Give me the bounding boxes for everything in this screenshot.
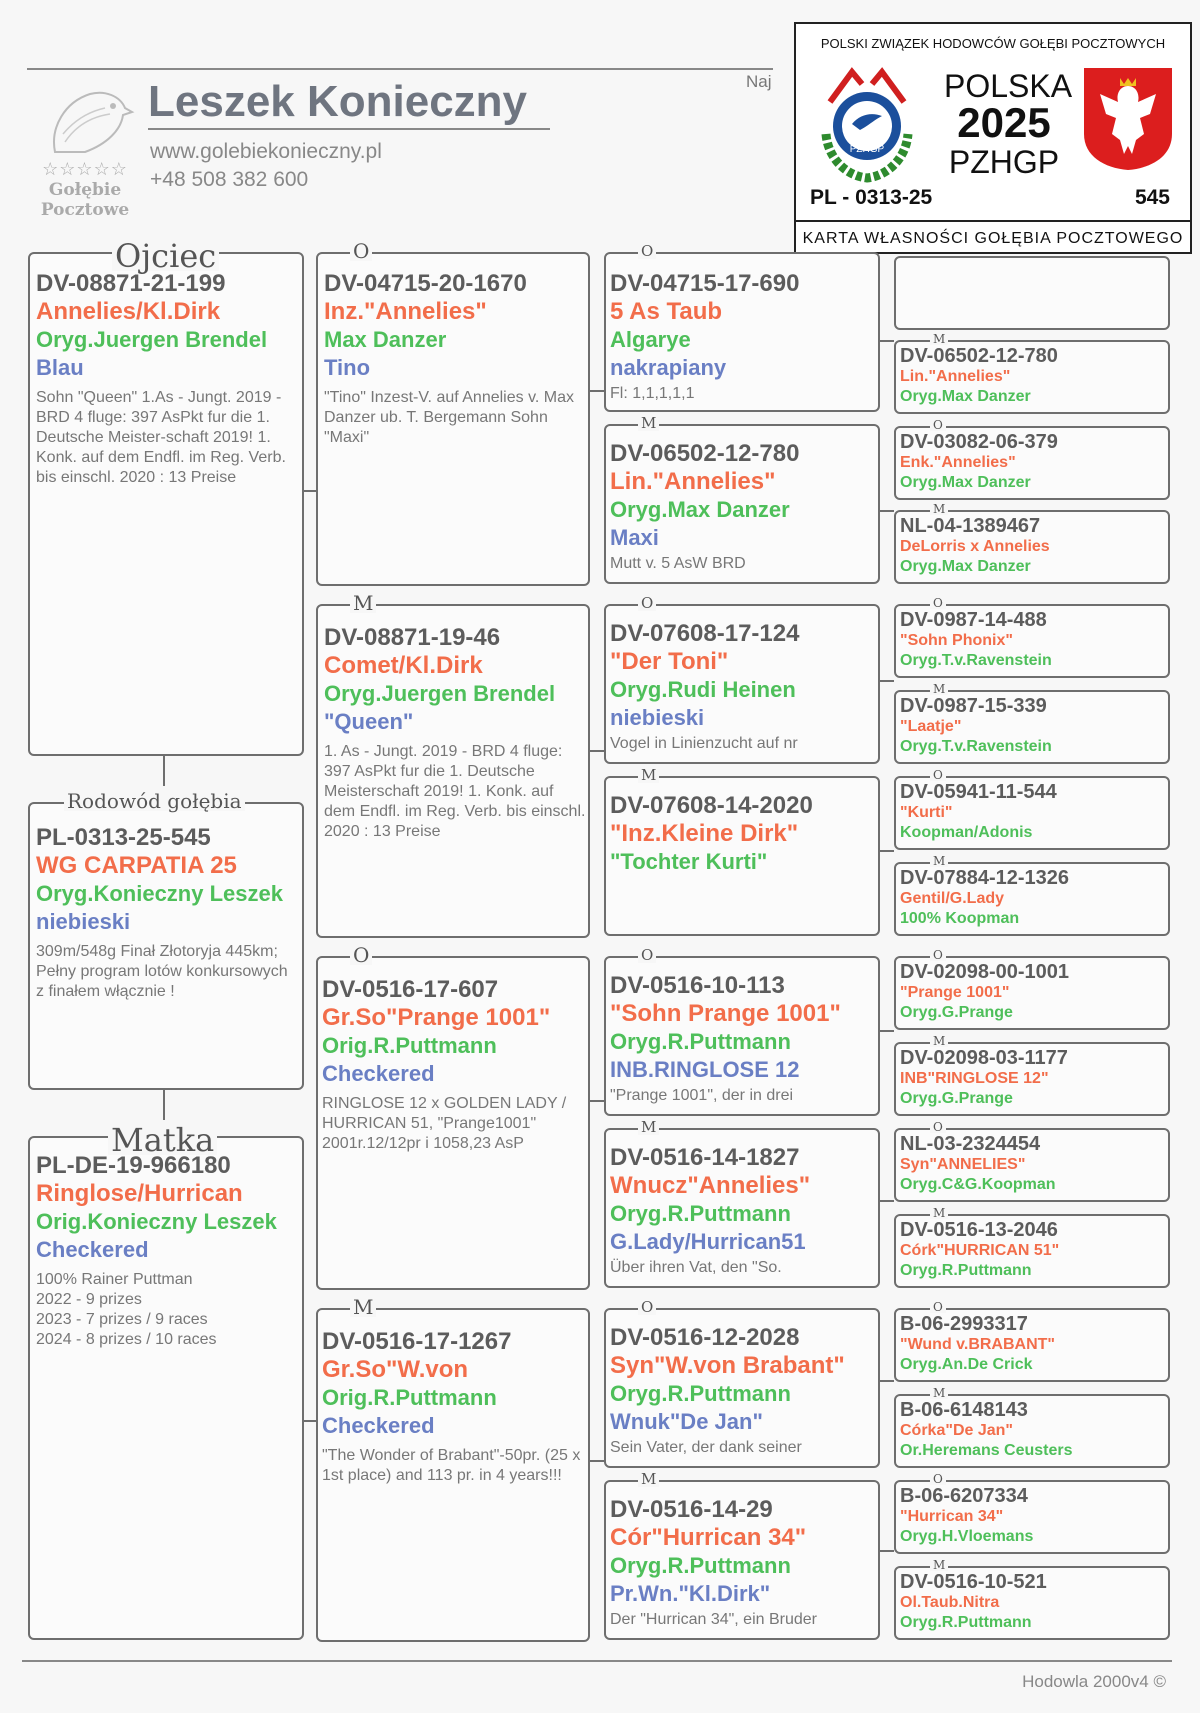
logo-text: Gołębie Pocztowe bbox=[40, 180, 130, 220]
pigeon-ring: DV-08871-19-46 bbox=[324, 624, 501, 651]
card-country: POLSKA bbox=[944, 68, 1073, 104]
pigeon-name: Syn"ANNELIES" bbox=[900, 1156, 1026, 1173]
pigeon-breeder: 100% Koopman bbox=[900, 910, 1020, 927]
dam-label: M bbox=[638, 1472, 659, 1487]
mother-label: Matka bbox=[108, 1125, 217, 1155]
pigeon-description: 309m/548g Finał Złotoryja 445km; Pełny program lotów konkursowych z finałem włącznie ! bbox=[36, 943, 288, 1000]
pigeon-name: Wnucz"Annelies" bbox=[610, 1172, 811, 1199]
header-rule bbox=[27, 68, 773, 70]
dam-label: M bbox=[638, 768, 659, 783]
mmm-card[interactable] bbox=[610, 1496, 876, 1630]
pigeon-description: "The Wonder of Brabant"-50pr. (25 x 1st place) and 113 pr. in 4 years!!! bbox=[322, 1447, 581, 1484]
pigeon-name: DeLorris x Annelies bbox=[900, 538, 1050, 555]
dam-label: M bbox=[350, 593, 376, 613]
pigeon-color: Tino bbox=[324, 355, 371, 380]
pigeon-ring: DV-04715-17-690 bbox=[610, 270, 800, 297]
pigeon-description: Fl: 1,1,1,1,1 bbox=[610, 385, 695, 402]
pigeon-description: Sein Vater, der dank seiner bbox=[610, 1439, 802, 1456]
g9-card[interactable] bbox=[900, 962, 1166, 1023]
pigeon-name: "Hurrican 34" bbox=[900, 1508, 1004, 1525]
g16-card[interactable] bbox=[900, 1572, 1166, 1633]
pigeon-description: RINGLOSE 12 x GOLDEN LADY / HURRICAN 51, "Prange1001" 2001r.12/12pr i 1058,23 AsP bbox=[322, 1095, 567, 1152]
software-credit: Hodowla 2000v4 © bbox=[1022, 1672, 1166, 1691]
pigeon-name: Inz."Annelies" bbox=[324, 298, 487, 325]
fm-card[interactable] bbox=[324, 624, 586, 842]
g10-card[interactable] bbox=[900, 1048, 1166, 1109]
tree-connector bbox=[590, 1460, 604, 1462]
sire-label: O bbox=[638, 244, 656, 259]
pigeon-ring: DV-0516-14-29 bbox=[610, 1496, 773, 1523]
pigeon-ring: PL-0313-25-545 bbox=[36, 824, 211, 851]
pigeon-breeder: Oryg.T.v.Ravenstein bbox=[900, 738, 1052, 755]
pigeon-breeder: Oryg.G.Prange bbox=[900, 1090, 1013, 1107]
pigeon-name: "Sohn Prange 1001" bbox=[610, 1000, 841, 1027]
footer-rule bbox=[22, 1660, 1172, 1662]
pigeon-ring: DV-0516-17-1267 bbox=[322, 1328, 512, 1355]
pigeon-ring: DV-0516-14-1827 bbox=[610, 1144, 800, 1171]
pigeon-breeder: Oryg.R.Puttmann bbox=[900, 1614, 1032, 1631]
g11-card[interactable] bbox=[900, 1134, 1166, 1195]
mmf-card[interactable] bbox=[610, 1324, 876, 1458]
pigeon-breeder: Oryg.R.Puttmann bbox=[610, 1381, 791, 1406]
card-footer: KARTA WŁASNOŚCI GOŁĘBIA POCZTOWEGO bbox=[802, 230, 1184, 247]
pigeon-breeder: Oryg.Konieczny Leszek bbox=[36, 881, 283, 906]
tree-connector bbox=[163, 1090, 165, 1120]
pigeon-description: "Prange 1001", der in drei bbox=[610, 1087, 794, 1104]
dam-label: M bbox=[930, 503, 948, 515]
pigeon-ring: DV-0516-12-2028 bbox=[610, 1324, 800, 1351]
pigeon-ring: B-06-2993317 bbox=[900, 1314, 1028, 1335]
polish-eagle-icon bbox=[1080, 64, 1176, 172]
dam-label: M bbox=[350, 1297, 376, 1317]
pigeon-name: "Wund v.BRABANT" bbox=[900, 1336, 1056, 1353]
pigeon-breeder: Oryg.An.De Crick bbox=[900, 1356, 1033, 1373]
card-org: POLSKI ZWIĄZEK HODOWCÓW GOŁĘBI POCZTOWYCH bbox=[820, 36, 1166, 51]
tree-connector bbox=[880, 1380, 894, 1382]
g13-card[interactable] bbox=[900, 1314, 1166, 1375]
pigeon-ring: DV-02098-00-1001 bbox=[900, 962, 1070, 983]
pigeon-name: INB"RINGLOSE 12" bbox=[900, 1070, 1049, 1087]
pigeon-name: 5 As Taub bbox=[610, 298, 723, 325]
tree-connector bbox=[880, 680, 894, 682]
tree-connector bbox=[880, 510, 894, 512]
pigeon-ring: DV-0987-14-488 bbox=[900, 610, 1047, 631]
dam-label: M bbox=[930, 1035, 948, 1047]
tree-connector bbox=[880, 1030, 894, 1032]
pigeon-name: Córk"HURRICAN 51" bbox=[900, 1242, 1060, 1259]
mff-card[interactable] bbox=[610, 972, 876, 1106]
pigeon-description: Sohn "Queen" 1.As - Jungt. 2019 - BRD 4 fluge: 397 AsPkt fur die 1. Deutsche Meister-schaft 2019! 1. Konk. auf dem Endfl. im Reg. Verb. bis einschl. 2020 : 13 Preise bbox=[36, 389, 286, 486]
partial-heading: Naj bbox=[746, 72, 772, 91]
card-assoc: PZHGP bbox=[948, 144, 1060, 180]
tree-connector bbox=[302, 490, 316, 492]
pigeon-color: Checkered bbox=[322, 1061, 435, 1086]
pigeon-ring: DV-07608-17-124 bbox=[610, 620, 800, 647]
sire-label: O bbox=[930, 1473, 946, 1485]
tree-connector bbox=[163, 756, 165, 786]
dam-label: M bbox=[930, 683, 948, 695]
pigeon-ring: DV-0516-10-521 bbox=[900, 1572, 1047, 1593]
breeder-name-underline bbox=[148, 128, 550, 130]
pigeon-ring: DV-06502-12-780 bbox=[610, 440, 800, 467]
pigeon-breeder: Oryg.Max Danzer bbox=[610, 497, 790, 522]
mf-card[interactable] bbox=[322, 976, 586, 1154]
breeder-phone: +48 508 382 600 bbox=[150, 168, 309, 191]
pigeon-name: Ol.Taub.Nitra bbox=[900, 1594, 1000, 1611]
father-label: Ojciec bbox=[112, 241, 219, 271]
fff-card[interactable] bbox=[610, 270, 876, 404]
sire-label: O bbox=[930, 769, 946, 781]
dam-label: M bbox=[930, 1387, 948, 1399]
pigeon-breeder: Oryg.R.Puttmann bbox=[900, 1262, 1032, 1279]
pigeon-name: Córka"De Jan" bbox=[900, 1422, 1013, 1439]
pigeon-ring: NL-04-1389467 bbox=[900, 516, 1041, 537]
pigeon-breeder: Koopman/Adonis bbox=[900, 824, 1033, 841]
pigeon-name: Gr.So"W.von bbox=[322, 1356, 469, 1383]
g3-card[interactable] bbox=[900, 432, 1166, 493]
pigeon-name: Annelies/Kl.Dirk bbox=[36, 298, 221, 325]
pigeon-breeder: Oryg.H.Vloemans bbox=[900, 1528, 1034, 1545]
pigeon-color: Pr.Wn."Kl.Dirk" bbox=[610, 1581, 771, 1606]
pigeon-name: Comet/Kl.Dirk bbox=[324, 652, 483, 679]
pigeon-ring: DV-02098-03-1177 bbox=[900, 1048, 1068, 1069]
pigeon-color: G.Lady/Hurrican51 bbox=[610, 1229, 806, 1254]
pigeon-name: Ringlose/Hurrican bbox=[36, 1180, 243, 1207]
pigeon-breeder: Oryg.Rudi Heinen bbox=[610, 677, 796, 702]
pigeon-ring: DV-05941-11-544 bbox=[900, 782, 1057, 803]
mfm-card[interactable] bbox=[610, 1144, 876, 1278]
pigeon-breeder: Orig.Konieczny Leszek bbox=[36, 1209, 277, 1234]
pigeon-color: Checkered bbox=[322, 1413, 435, 1438]
pigeon-breeder: Max Danzer bbox=[324, 327, 447, 352]
pigeon-color: nakrapiany bbox=[610, 355, 727, 380]
pigeon-name: WG CARPATIA 25 bbox=[36, 852, 237, 879]
pigeon-breeder: Oryg.R.Puttmann bbox=[610, 1029, 791, 1054]
pigeon-color: Maxi bbox=[610, 525, 659, 550]
tree-connector bbox=[880, 1550, 894, 1552]
pigeon-breeder: Oryg.R.Puttmann bbox=[610, 1201, 791, 1226]
pigeon-description: Mutt v. 5 AsW BRD bbox=[610, 555, 746, 572]
pigeon-name: "Kurti" bbox=[900, 804, 953, 821]
sire-label: O bbox=[350, 945, 372, 965]
pigeon-name: Syn"W.von Brabant" bbox=[610, 1352, 845, 1379]
pigeon-description: 1. As - Jungt. 2019 - BRD 4 fluge: 397 AsPkt fur die 1. Deutsche Meisterschaft 2019! 1. Konk. auf dem Endfl. im Reg. Verb. bis einschl. 2020 : 13 Preise bbox=[324, 743, 586, 840]
g7-card[interactable] bbox=[900, 782, 1166, 843]
pigeon-ring: DV-0516-13-2046 bbox=[900, 1220, 1058, 1241]
pigeon-color: Checkered bbox=[36, 1237, 149, 1262]
sire-label: O bbox=[930, 1301, 946, 1313]
card-divider bbox=[796, 220, 1190, 222]
pigeon-ring: B-06-6148143 bbox=[900, 1400, 1028, 1421]
tree-connector bbox=[302, 1420, 316, 1422]
pigeon-breeder: Oryg.Max Danzer bbox=[900, 474, 1031, 491]
pigeon-breeder: Orig.R.Puttmann bbox=[322, 1385, 497, 1410]
sire-label: O bbox=[930, 419, 946, 431]
sire-label: O bbox=[350, 241, 372, 261]
pigeon-description: Über ihren Vat, den "So. bbox=[610, 1259, 782, 1276]
tree-connector bbox=[590, 390, 604, 392]
pigeon-ring: PL-DE-19-966180 bbox=[36, 1152, 231, 1179]
pigeon-name: "Sohn Phonix" bbox=[900, 632, 1013, 649]
pigeon-color: niebieski bbox=[610, 705, 705, 730]
pigeon-ring: DV-07608-14-2020 bbox=[610, 792, 813, 819]
pedigree-label: Rodowód gołębia bbox=[64, 791, 245, 811]
pigeon-breeder: Oryg.G.Prange bbox=[900, 1004, 1013, 1021]
sire-label: O bbox=[930, 949, 946, 961]
pigeon-ring: DV-0516-10-113 bbox=[610, 972, 785, 999]
pigeon-name: Lin."Annelies" bbox=[610, 468, 776, 495]
pigeon-breeder: Oryg.Juergen Brendel bbox=[36, 327, 268, 352]
pigeon-name: Cór"Hurrican 34" bbox=[610, 1524, 807, 1551]
pigeon-breeder: Oryg.Max Danzer bbox=[900, 388, 1031, 405]
pigeon-breeder: Oryg.Juergen Brendel bbox=[324, 681, 556, 706]
mm-card[interactable] bbox=[322, 1328, 586, 1486]
tree-connector bbox=[880, 340, 894, 342]
emblem-badge-text: PZHGP bbox=[849, 144, 885, 155]
pigeon-ring: DV-06502-12-780 bbox=[900, 346, 1058, 367]
tree-connector bbox=[590, 1100, 604, 1102]
logo-stars: ☆☆☆☆☆ bbox=[42, 159, 128, 179]
pigeon-color: "Queen" bbox=[324, 709, 414, 734]
card-number: 545 bbox=[1134, 186, 1170, 209]
pigeon-color: Blau bbox=[36, 355, 84, 380]
pigeon-color: Wnuk"De Jan" bbox=[610, 1409, 763, 1434]
g6-card[interactable] bbox=[900, 696, 1166, 757]
logo bbox=[30, 82, 140, 222]
pigeon-description: Vogel in Linienzucht auf nr bbox=[610, 735, 798, 752]
pigeon-description: Der "Hurrican 34", ein Bruder bbox=[610, 1611, 817, 1628]
dam-label: M bbox=[930, 333, 948, 345]
pzhgp-emblem-icon bbox=[812, 64, 922, 184]
pigeon-breeder: "Tochter Kurti" bbox=[610, 849, 768, 874]
breeder-website[interactable]: www.golebiekonieczny.pl bbox=[150, 140, 382, 163]
ownership-card bbox=[794, 22, 1192, 254]
g1-box bbox=[894, 256, 1170, 330]
fmf-card[interactable] bbox=[610, 620, 876, 754]
pigeon-color: niebieski bbox=[36, 909, 131, 934]
g5-card[interactable] bbox=[900, 610, 1166, 671]
pigeon-breeder: Orig.R.Puttmann bbox=[322, 1033, 497, 1058]
pigeon-ring: DV-0516-17-607 bbox=[322, 976, 499, 1003]
pigeon-ring: DV-0987-15-339 bbox=[900, 696, 1047, 717]
pigeon-ring: NL-03-2324454 bbox=[900, 1134, 1041, 1155]
sire-label: O bbox=[638, 596, 656, 611]
pigeon-breeder: Oryg.C&G.Koopman bbox=[900, 1176, 1056, 1193]
subject-card[interactable] bbox=[36, 824, 298, 1002]
pigeon-name: "Inz.Kleine Dirk" bbox=[610, 820, 799, 847]
pigeon-ring: DV-08871-21-199 bbox=[36, 270, 226, 297]
pigeon-breeder: Oryg.T.v.Ravenstein bbox=[900, 652, 1052, 669]
ffm-card[interactable] bbox=[610, 440, 876, 574]
pigeon-breeder: Or.Heremans Ceusters bbox=[900, 1442, 1073, 1459]
pigeon-breeder: Oryg.R.Puttmann bbox=[610, 1553, 791, 1578]
card-year: 2025 bbox=[957, 99, 1051, 146]
dam-label: M bbox=[930, 1559, 948, 1571]
pigeon-ring: DV-03082-06-379 bbox=[900, 432, 1058, 453]
pigeon-name: Gentil/G.Lady bbox=[900, 890, 1005, 907]
g8-card[interactable] bbox=[900, 868, 1166, 929]
dam-label: M bbox=[638, 1120, 659, 1135]
tree-connector bbox=[590, 750, 604, 752]
dam-label: M bbox=[930, 1207, 948, 1219]
pigeon-name: "Der Toni" bbox=[610, 648, 729, 675]
mother-card[interactable] bbox=[36, 1152, 298, 1350]
sire-label: O bbox=[638, 1300, 656, 1315]
pigeon-name: Enk."Annelies" bbox=[900, 454, 1016, 471]
pigeon-breeder: Algarye bbox=[610, 327, 691, 352]
g12-card[interactable] bbox=[900, 1220, 1166, 1281]
g2-card[interactable] bbox=[900, 346, 1166, 407]
dam-label: M bbox=[638, 416, 659, 431]
pigeon-name: "Laatje" bbox=[900, 718, 962, 735]
pigeon-color: INB.RINGLOSE 12 bbox=[610, 1057, 800, 1082]
g4-card[interactable] bbox=[900, 516, 1166, 577]
tree-connector bbox=[880, 1200, 894, 1202]
card-ring: PL - 0313-25 bbox=[810, 186, 933, 209]
breeder-name: Leszek Konieczny bbox=[148, 77, 528, 126]
sire-label: O bbox=[930, 597, 946, 609]
pigeon-name: Lin."Annelies" bbox=[900, 368, 1011, 385]
pigeon-name: Gr.So"Prange 1001" bbox=[322, 1004, 551, 1031]
pigeon-ring: DV-04715-20-1670 bbox=[324, 270, 527, 297]
pigeon-description: "Tino" Inzest-V. auf Annelies v. Max Danzer ub. T. Bergemann Sohn "Maxi" bbox=[324, 389, 574, 446]
pigeon-ring: DV-07884-12-1326 bbox=[900, 868, 1070, 889]
fmm-card[interactable] bbox=[610, 792, 876, 876]
sire-label: O bbox=[638, 948, 656, 963]
pigeon-breeder: Oryg.Max Danzer bbox=[900, 558, 1031, 575]
g14-card[interactable] bbox=[900, 1400, 1166, 1461]
pigeon-ring: B-06-6207334 bbox=[900, 1486, 1028, 1507]
sire-label: O bbox=[930, 1121, 946, 1133]
pigeon-icon bbox=[35, 82, 135, 162]
ff-card[interactable] bbox=[324, 270, 586, 448]
pigeon-name: "Prange 1001" bbox=[900, 984, 1010, 1001]
dam-label: M bbox=[930, 855, 948, 867]
pigeon-description: 100% Rainer Puttman 2022 - 9 prizes 2023 - 7 prizes / 9 races 2024 - 8 prizes / 10 races bbox=[36, 1271, 217, 1348]
g15-card[interactable] bbox=[900, 1486, 1166, 1547]
tree-connector bbox=[880, 850, 894, 852]
father-card[interactable] bbox=[36, 270, 298, 488]
